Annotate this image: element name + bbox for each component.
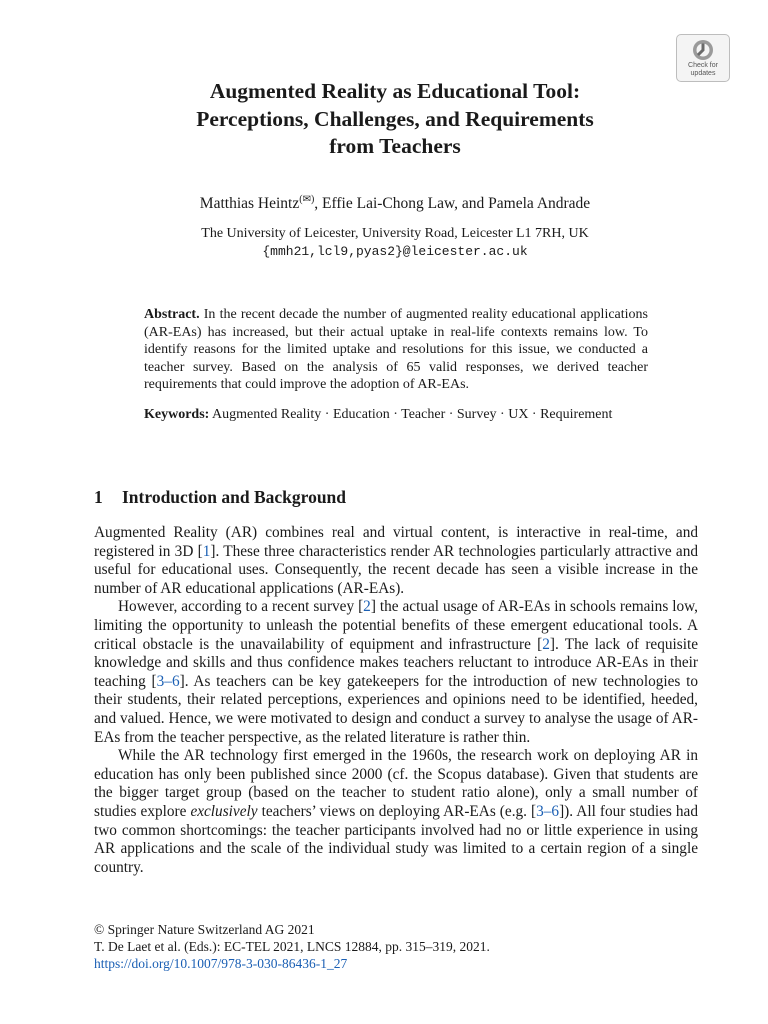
p1-text-a: Augmented Reality (AR) combines real and virtual content, is interactive in real-time, and registered in 3D [ <box>94 524 698 560</box>
p1-text-b: ]. These three characteristics render AR technologies particularly attractive and useful for educational uses. Consequently, the recent decade has seen a visible increase in the number of AR educational applications (AR-EAs). <box>94 542 699 597</box>
paragraph-3 <box>94 747 698 877</box>
p3-text-b: teachers’ views on deploying AR-EAs (e.g. [ <box>257 802 537 820</box>
check-for-updates-badge[interactable] <box>676 34 730 82</box>
affiliation-block <box>100 225 690 261</box>
keywords-label: Keywords: <box>144 407 210 422</box>
author-first: Matthias Heintz <box>199 195 300 213</box>
affiliation-address: The University of Leicester, University Road, Leicester L1 7RH, UK <box>201 226 589 241</box>
section-title: Introduction and Background <box>122 487 347 507</box>
title-line-1: Augmented Reality as Educational Tool: <box>209 79 581 103</box>
p3-text-a: While the AR technology first emerged in the 1960s, the research work on deploying AR in education has only been published since 2000 (cf. the Scopus database). Given that students are the bigger target group (based on the teacher to student ratio alone), only a small number of studies explore <box>94 747 698 820</box>
citation-link[interactable]: 3–6 <box>156 672 180 690</box>
abstract <box>144 306 648 394</box>
p2-text-d: ]. As teachers can be key gatekeepers for the introduction of new technologies to their students, their related perceptions, experiences and opinions need to be identified, heeded, and valued. Hence, we were motivated to design and conduct a survey to analyse the usage of AR-EAs from the teacher perspective, as the related literature is rather thin. <box>94 672 699 746</box>
citation-link[interactable]: 1 <box>202 542 211 560</box>
paragraph-1 <box>94 524 698 598</box>
author-list <box>100 190 690 214</box>
abstract-label: Abstract. <box>144 307 200 322</box>
p3-text-c: ]). All four studies had two common shortcomings: the teacher participants involved had no or little experience in using AR applications and the scale of the individual study was limited to a certain region of a single country. <box>94 802 698 876</box>
body-text <box>94 524 698 877</box>
title-line-2: Perceptions, Challenges, and Requirements <box>196 106 594 131</box>
section-number: 1 <box>94 487 103 507</box>
badge-label-line2: updates <box>690 70 716 77</box>
citation-line: T. De Laet et al. (Eds.): EC-TEL 2021, LNCS 12884, pp. 315–319, 2021. <box>94 939 490 954</box>
abstract-text: In the recent decade the number of augmented reality educational applications (AR-EAs) has increased, but their actual uptake in real-life contexts remains low. To identify reasons for the limited uptake and resolutions for this issue, we conducted a teacher survey. Based on the analysis of 65 valid responses, we derived teacher requirements that could improve the adoption of AR-EAs. <box>144 307 648 393</box>
badge-label-line1: Check for <box>688 62 718 69</box>
p2-text-a: However, according to a recent survey [ <box>118 598 364 616</box>
keywords <box>144 406 648 424</box>
citation-link[interactable]: 2 <box>542 635 550 653</box>
corresponding-author-mark: (✉) <box>299 194 315 205</box>
author-rest: , Effie Lai-Chong Law, and Pamela Andrade <box>314 195 591 213</box>
section-heading <box>94 486 346 508</box>
paper-title <box>100 78 690 161</box>
p2-text-b: ] the actual usage of AR-EAs in schools remains low, limiting the opportunity to unleash the potential benefits of these emergent educational tools. A critical obstacle is the unavailability of equipment and infrastructure [ <box>94 598 699 653</box>
p2-text-c: ]. The lack of requisite knowledge and skills and thus confidence makes teachers reluctant to introduce AR-EAs in their teaching [ <box>94 635 698 690</box>
copyright-line: © Springer Nature Switzerland AG 2021 <box>94 922 315 937</box>
paragraph-2 <box>94 598 698 747</box>
doi-link[interactable]: https://doi.org/10.1007/978-3-030-86436-1_27 <box>94 956 348 971</box>
footer <box>94 921 694 972</box>
keywords-text: Augmented Reality · Education · Teacher · Survey · UX · Requirement <box>209 407 613 422</box>
p3-emphasis: exclusively <box>190 802 258 820</box>
title-line-3: from Teachers <box>329 134 461 158</box>
update-seal-icon <box>692 39 714 61</box>
citation-link[interactable]: 2 <box>363 598 371 616</box>
citation-link[interactable]: 3–6 <box>536 802 560 820</box>
author-emails: {mmh21,lcl9,pyas2}@leicester.ac.uk <box>262 244 528 259</box>
